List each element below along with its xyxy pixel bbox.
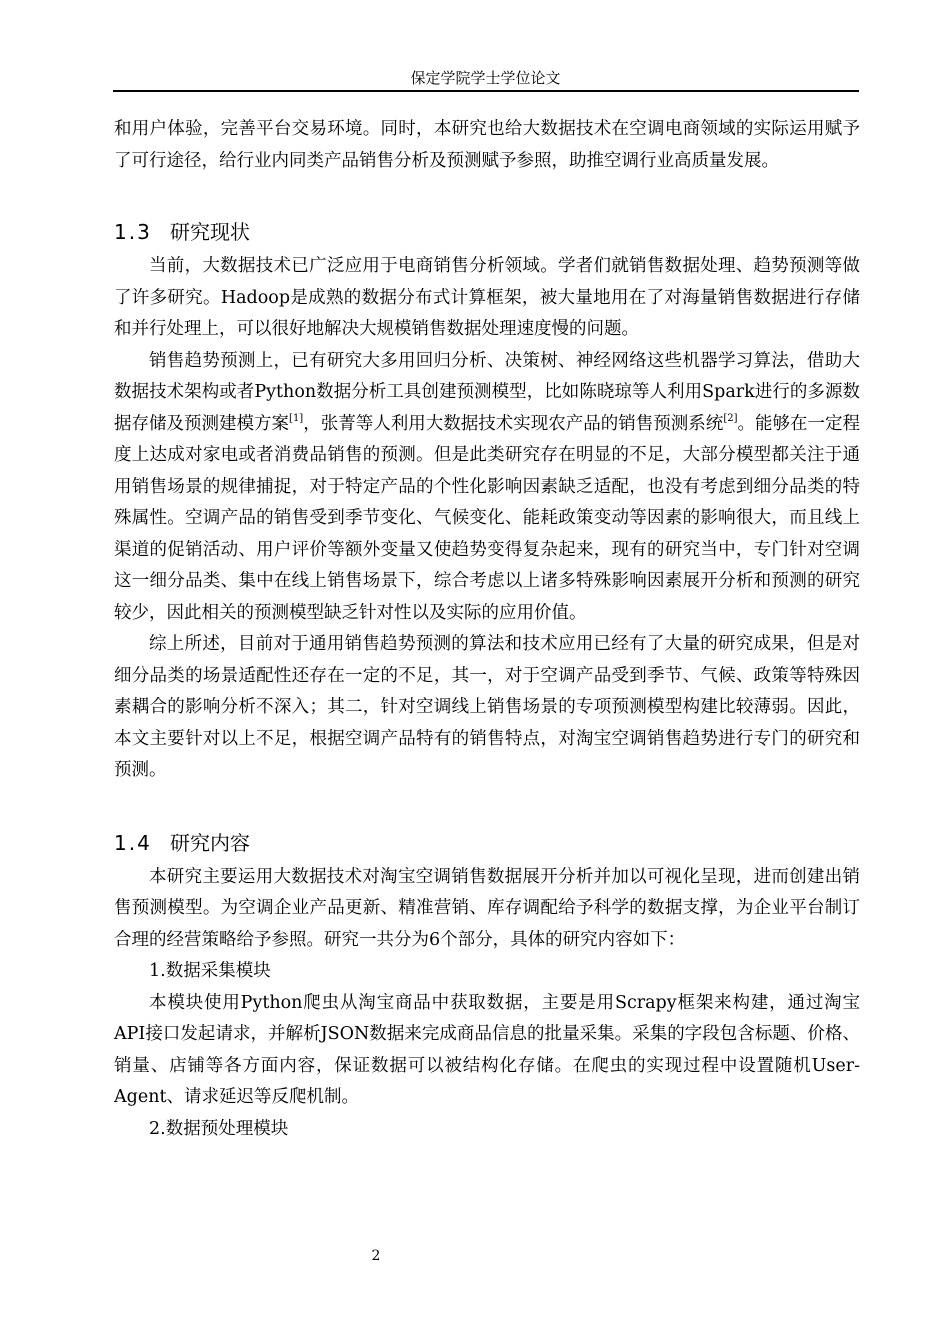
running-header: 保定学院学士学位论文: [410, 69, 561, 87]
paragraph: 本研究主要运用大数据技术对淘宝空调销售数据展开分析并加以可视化呈现，进而创建出销售预测模型。为空调企业产品更新、精准营销、库存调配给予科学的数据支撑，为企业平台制订合理的经营策略给予参照。研究一共分为6个部分，具体的研究内容如下：: [114, 866, 860, 950]
list-item-title: 1.数据采集模块: [149, 961, 271, 981]
citation-ref[interactable]: [1]: [289, 412, 304, 424]
section-title: 研究内容: [170, 830, 250, 855]
paragraph-text: 销售趋势预测上，已有研究大多用回归分析、决策树、神经网络这些机器学习算法，借助大数据技术架构或者Python数据分析工具创建预测模型，比如陈晓琼等人利用Spark进行的多源数据存储及预测建模方案: [114, 350, 860, 434]
section-heading-1-3: [114, 217, 860, 247]
section-heading-1-4: [114, 828, 860, 858]
section-title: 研究现状: [170, 220, 250, 244]
header-rule: [113, 90, 859, 92]
page-number: 2: [371, 1248, 381, 1264]
paragraph-text: ，张菁等人利用大数据技术实现农产品的销售预测系统: [303, 413, 724, 434]
section-number: 1.3: [114, 220, 152, 244]
citation-ref[interactable]: [2]: [723, 412, 738, 424]
paragraph-with-citations: [114, 346, 860, 630]
section-number: 1.4: [114, 830, 152, 855]
paragraph: 本模块使用Python爬虫从淘宝商品中获取数据，主要是用Scrapy框架来构建，通过淘宝API接口发起请求，并解析JSON数据来完成商品信息的批量采集。采集的字段包含标题、价格、销量、店铺等各方面内容，保证数据可以被结构化存储。在爬虫的实现过程中设置随机User-Agent、请求延迟等反爬机制。: [114, 992, 860, 1107]
list-item-title: 2.数据预处理模块: [149, 1118, 289, 1139]
page-body: [114, 114, 860, 1145]
paragraph-text: 。能够在一定程度上达成对家电或者消费品销售的预测。但是此类研究存在明显的不足，大部分模型都关注于通用销售场景的规律捕捉，对于特定产品的个性化影响因素缺乏适配，也没有考虑到细分品类的特殊属性。空调产品的销售受到季节变化、气候变化、能耗政策变动等因素的影响很大，而且线上渠道的促销活动、用户评价等额外变量又使趋势变得复杂起来，现有的研究当中，专门针对空调这一细分品类、集中在线上销售场景下，综合考虑以上诸多特殊影响因素展开分析和预测的研究较少，因此相关的预测模型缺乏针对性以及实际的应用价值。: [114, 413, 861, 623]
paragraph: 当前，大数据技术已广泛应用于电商销售分析领域。学者们就销售数据处理、趋势预测等做了许多研究。Hadoop是成熟的数据分布式计算框架，被大量地用在了对海量销售数据进行存储和并行处理上，可以很好地解决大规模销售数据处理速度慢的问题。: [114, 256, 860, 339]
continuation-paragraph: 和用户体验，完善平台交易环境。同时，本研究也给大数据技术在空调电商领域的实际运用赋予了可行途径，给行业内同类产品销售分析及预测赋予参照，助推空调行业高质量发展。: [114, 119, 860, 171]
paragraph: 综上所述，目前对于通用销售趋势预测的算法和技术应用已经有了大量的研究成果，但是对细分品类的场景适配性还存在一定的不足，其一，对于空调产品受到季节、气候、政策等特殊因素耦合的影响分析不深入；其二，针对空调线上销售场景的专项预测模型构建比较薄弱。因此，本文主要针对以上不足，根据空调产品特有的销售特点，对淘宝空调销售趋势进行专门的研究和预测。: [114, 634, 860, 780]
